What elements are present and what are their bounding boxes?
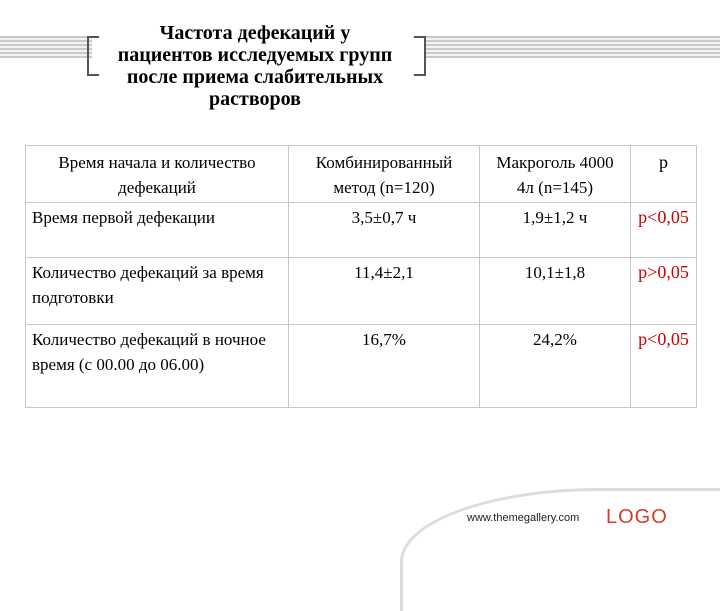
row-label: Количество дефекаций за время подготовки bbox=[26, 258, 289, 325]
p-value-cell: p<0,05 bbox=[631, 325, 697, 408]
results-table bbox=[25, 145, 697, 408]
table-cell: 24,2% bbox=[480, 325, 631, 408]
row-label: Время первой дефекации bbox=[26, 203, 289, 258]
table-cell: 3,5±0,7 ч bbox=[289, 203, 480, 258]
row-label: Количество дефекаций в ночное время (с 00.00 до 06.00) bbox=[26, 325, 289, 408]
table-cell: 16,7% bbox=[289, 325, 480, 408]
table-row bbox=[26, 325, 697, 408]
logo: LOGO bbox=[606, 506, 668, 528]
table-row bbox=[26, 203, 697, 258]
table-cell: 1,9±1,2 ч bbox=[480, 203, 631, 258]
header-cell: Макроголь 4000 4л (n=145) bbox=[480, 146, 631, 203]
table-cell: 10,1±1,8 bbox=[480, 258, 631, 325]
header-cell: Время начала и количество дефекаций bbox=[26, 146, 289, 203]
table-header-row bbox=[26, 146, 697, 203]
slide-title-text: Частота дефекаций у пациентов исследуемых групп после приема слабительных растворов bbox=[117, 22, 393, 110]
header-cell: Комбинированный метод (n=120) bbox=[289, 146, 480, 203]
table-row bbox=[26, 258, 697, 325]
footer-swoosh-decoration bbox=[400, 488, 720, 611]
p-value-cell: p>0,05 bbox=[631, 258, 697, 325]
p-value-cell: p<0,05 bbox=[631, 203, 697, 258]
footer-url[interactable]: www.themegallery.com bbox=[467, 512, 580, 524]
decorative-stripes-left bbox=[0, 36, 92, 58]
decorative-stripes-right bbox=[424, 36, 720, 58]
header-cell: p bbox=[631, 146, 697, 203]
slide-title bbox=[90, 22, 420, 110]
table-cell: 11,4±2,1 bbox=[289, 258, 480, 325]
